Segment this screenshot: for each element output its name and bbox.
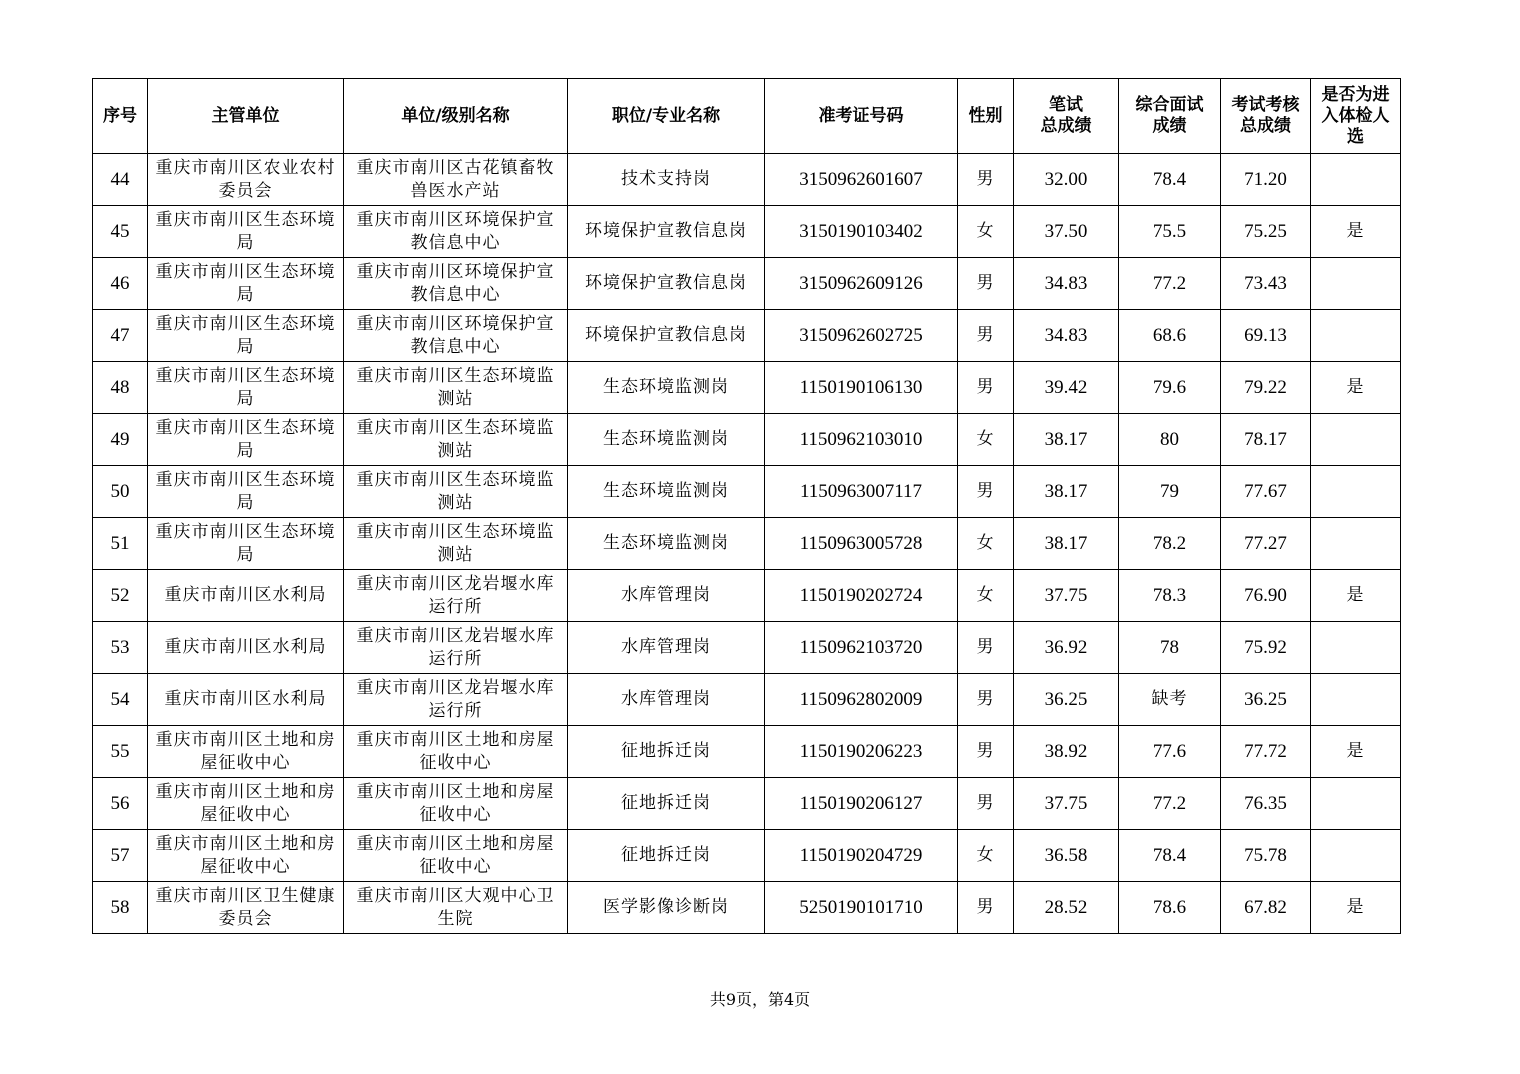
col-total-score-cell: 77.67	[1221, 466, 1311, 518]
col-written-score-cell: 38.17	[1014, 518, 1119, 570]
col-gender-cell: 男	[958, 622, 1014, 674]
col-written-score-cell: 38.17	[1014, 414, 1119, 466]
col-physical-exam-cell	[1311, 518, 1401, 570]
table-row	[93, 258, 1401, 310]
col-written-score-cell: 34.83	[1014, 310, 1119, 362]
col-total-score-cell: 75.25	[1221, 206, 1311, 258]
col-interview-score-cell: 78.4	[1119, 830, 1221, 882]
col-supervising-unit-cell: 重庆市南川区水利局	[148, 674, 344, 726]
col-supervising-unit-cell: 重庆市南川区土地和房屋征收中心	[148, 830, 344, 882]
table-row	[93, 154, 1401, 206]
col-interview-score-cell: 80	[1119, 414, 1221, 466]
col-total-score-cell: 78.17	[1221, 414, 1311, 466]
col-seq-cell: 49	[93, 414, 148, 466]
col-seq-cell: 44	[93, 154, 148, 206]
page-indicator: 共9页，第4页	[709, 990, 811, 1009]
col-gender-cell: 男	[958, 726, 1014, 778]
col-gender-cell: 男	[958, 362, 1014, 414]
col-position-cell: 生态环境监测岗	[568, 466, 765, 518]
col-supervising-unit-cell: 重庆市南川区卫生健康委员会	[148, 882, 344, 934]
table-header	[93, 79, 1401, 154]
col-unit-name-cell: 重庆市南川区大观中心卫生院	[344, 882, 568, 934]
col-interview-score-cell: 78.4	[1119, 154, 1221, 206]
col-ticket-number-cell: 1150190204729	[765, 830, 958, 882]
table-row	[93, 206, 1401, 258]
col-gender-cell: 女	[958, 570, 1014, 622]
col-total-score-cell: 76.35	[1221, 778, 1311, 830]
col-total-score-cell: 71.20	[1221, 154, 1311, 206]
col-ticket-number-cell: 1150190106130	[765, 362, 958, 414]
col-physical-exam-cell	[1311, 310, 1401, 362]
col-physical-exam-cell	[1311, 154, 1401, 206]
table-row	[93, 674, 1401, 726]
col-written-score-cell: 32.00	[1014, 154, 1119, 206]
col-total-score-cell: 75.78	[1221, 830, 1311, 882]
col-physical-exam-cell	[1311, 778, 1401, 830]
col-supervising-unit-cell: 重庆市南川区生态环境局	[148, 414, 344, 466]
col-position-cell: 技术支持岗	[568, 154, 765, 206]
col-written-score-cell: 38.92	[1014, 726, 1119, 778]
col-unit-name-cell: 重庆市南川区生态环境监测站	[344, 466, 568, 518]
col-unit-name-cell: 重庆市南川区生态环境监测站	[344, 362, 568, 414]
col-written-score-cell: 38.17	[1014, 466, 1119, 518]
col-interview-score-cell: 75.5	[1119, 206, 1221, 258]
col-written-score-header: 笔试 总成绩	[1014, 79, 1119, 154]
col-total-score-cell: 36.25	[1221, 674, 1311, 726]
col-physical-exam-cell	[1311, 674, 1401, 726]
col-total-score-cell: 79.22	[1221, 362, 1311, 414]
col-interview-score-cell: 78.2	[1119, 518, 1221, 570]
col-seq-cell: 56	[93, 778, 148, 830]
col-unit-name-cell: 重庆市南川区环境保护宣教信息中心	[344, 310, 568, 362]
col-physical-exam-header: 是否为进 入体检人 选	[1311, 79, 1401, 154]
table-row	[93, 466, 1401, 518]
col-position-cell: 环境保护宣教信息岗	[568, 310, 765, 362]
col-unit-name-cell: 重庆市南川区环境保护宣教信息中心	[344, 258, 568, 310]
col-seq-cell: 45	[93, 206, 148, 258]
col-unit-name-cell: 重庆市南川区生态环境监测站	[344, 414, 568, 466]
col-physical-exam-cell: 是	[1311, 570, 1401, 622]
col-seq-cell: 53	[93, 622, 148, 674]
col-physical-exam-cell: 是	[1311, 882, 1401, 934]
col-seq-header: 序号	[93, 79, 148, 154]
col-position-cell: 水库管理岗	[568, 622, 765, 674]
col-position-cell: 生态环境监测岗	[568, 414, 765, 466]
col-seq-cell: 48	[93, 362, 148, 414]
table-row	[93, 570, 1401, 622]
col-physical-exam-cell: 是	[1311, 362, 1401, 414]
table-row	[93, 518, 1401, 570]
col-interview-score-cell: 缺考	[1119, 674, 1221, 726]
col-gender-cell: 男	[958, 674, 1014, 726]
table-row	[93, 362, 1401, 414]
col-supervising-unit-cell: 重庆市南川区农业农村委员会	[148, 154, 344, 206]
table-row	[93, 778, 1401, 830]
col-physical-exam-cell	[1311, 622, 1401, 674]
col-total-score-cell: 76.90	[1221, 570, 1311, 622]
col-gender-cell: 男	[958, 258, 1014, 310]
col-unit-name-cell: 重庆市南川区土地和房屋征收中心	[344, 726, 568, 778]
col-position-cell: 生态环境监测岗	[568, 362, 765, 414]
col-seq-cell: 50	[93, 466, 148, 518]
col-supervising-unit-cell: 重庆市南川区水利局	[148, 570, 344, 622]
col-unit-name-cell: 重庆市南川区龙岩堰水库运行所	[344, 622, 568, 674]
col-position-cell: 水库管理岗	[568, 570, 765, 622]
col-unit-name-cell: 重庆市南川区土地和房屋征收中心	[344, 778, 568, 830]
col-supervising-unit-cell: 重庆市南川区水利局	[148, 622, 344, 674]
col-unit-name-cell: 重庆市南川区生态环境监测站	[344, 518, 568, 570]
col-total-score-cell: 69.13	[1221, 310, 1311, 362]
col-unit-name-cell: 重庆市南川区土地和房屋征收中心	[344, 830, 568, 882]
col-physical-exam-cell	[1311, 466, 1401, 518]
table-row	[93, 726, 1401, 778]
col-gender-cell: 女	[958, 414, 1014, 466]
col-ticket-number-cell: 1150190206127	[765, 778, 958, 830]
table-row	[93, 622, 1401, 674]
col-supervising-unit-cell: 重庆市南川区生态环境局	[148, 518, 344, 570]
col-seq-cell: 47	[93, 310, 148, 362]
col-seq-cell: 54	[93, 674, 148, 726]
col-interview-score-cell: 77.2	[1119, 778, 1221, 830]
col-ticket-number-cell: 3150190103402	[765, 206, 958, 258]
col-physical-exam-cell: 是	[1311, 206, 1401, 258]
results-table	[92, 78, 1401, 934]
col-ticket-number-cell: 1150963007117	[765, 466, 958, 518]
col-unit-name-cell: 重庆市南川区环境保护宣教信息中心	[344, 206, 568, 258]
col-interview-score-cell: 78	[1119, 622, 1221, 674]
col-written-score-cell: 36.25	[1014, 674, 1119, 726]
col-position-cell: 征地拆迁岗	[568, 778, 765, 830]
col-supervising-unit-header: 主管单位	[148, 79, 344, 154]
col-seq-cell: 52	[93, 570, 148, 622]
col-ticket-number-header: 准考证号码	[765, 79, 958, 154]
col-seq-cell: 46	[93, 258, 148, 310]
col-written-score-cell: 39.42	[1014, 362, 1119, 414]
col-interview-score-cell: 79	[1119, 466, 1221, 518]
col-seq-cell: 55	[93, 726, 148, 778]
col-supervising-unit-cell: 重庆市南川区生态环境局	[148, 466, 344, 518]
header-row	[93, 79, 1401, 154]
col-supervising-unit-cell: 重庆市南川区生态环境局	[148, 258, 344, 310]
col-supervising-unit-cell: 重庆市南川区生态环境局	[148, 362, 344, 414]
col-total-score-cell: 77.72	[1221, 726, 1311, 778]
col-written-score-cell: 36.58	[1014, 830, 1119, 882]
col-total-score-cell: 67.82	[1221, 882, 1311, 934]
col-written-score-cell: 37.75	[1014, 570, 1119, 622]
col-total-score-cell: 75.92	[1221, 622, 1311, 674]
col-physical-exam-cell	[1311, 258, 1401, 310]
col-interview-score-cell: 68.6	[1119, 310, 1221, 362]
col-interview-score-cell: 77.6	[1119, 726, 1221, 778]
col-position-cell: 水库管理岗	[568, 674, 765, 726]
col-supervising-unit-cell: 重庆市南川区土地和房屋征收中心	[148, 726, 344, 778]
col-interview-score-header: 综合面试 成绩	[1119, 79, 1221, 154]
col-position-header: 职位/专业名称	[568, 79, 765, 154]
col-unit-name-header: 单位/级别名称	[344, 79, 568, 154]
col-total-score-cell: 73.43	[1221, 258, 1311, 310]
col-ticket-number-cell: 3150962601607	[765, 154, 958, 206]
col-physical-exam-cell	[1311, 414, 1401, 466]
col-unit-name-cell: 重庆市南川区龙岩堰水库运行所	[344, 570, 568, 622]
col-gender-cell: 女	[958, 206, 1014, 258]
col-ticket-number-cell: 3150962609126	[765, 258, 958, 310]
col-written-score-cell: 34.83	[1014, 258, 1119, 310]
col-written-score-cell: 36.92	[1014, 622, 1119, 674]
col-seq-cell: 51	[93, 518, 148, 570]
col-written-score-cell: 37.75	[1014, 778, 1119, 830]
col-gender-cell: 男	[958, 778, 1014, 830]
col-seq-cell: 57	[93, 830, 148, 882]
col-position-cell: 生态环境监测岗	[568, 518, 765, 570]
col-gender-header: 性别	[958, 79, 1014, 154]
col-ticket-number-cell: 1150190206223	[765, 726, 958, 778]
col-position-cell: 征地拆迁岗	[568, 830, 765, 882]
col-ticket-number-cell: 1150190202724	[765, 570, 958, 622]
table-row	[93, 882, 1401, 934]
col-gender-cell: 女	[958, 830, 1014, 882]
col-supervising-unit-cell: 重庆市南川区生态环境局	[148, 310, 344, 362]
col-gender-cell: 女	[958, 518, 1014, 570]
col-interview-score-cell: 79.6	[1119, 362, 1221, 414]
col-gender-cell: 男	[958, 310, 1014, 362]
col-ticket-number-cell: 1150962802009	[765, 674, 958, 726]
col-physical-exam-cell	[1311, 830, 1401, 882]
col-position-cell: 医学影像诊断岗	[568, 882, 765, 934]
col-ticket-number-cell: 3150962602725	[765, 310, 958, 362]
col-interview-score-cell: 78.3	[1119, 570, 1221, 622]
col-position-cell: 征地拆迁岗	[568, 726, 765, 778]
col-interview-score-cell: 77.2	[1119, 258, 1221, 310]
col-position-cell: 环境保护宣教信息岗	[568, 258, 765, 310]
table-row	[93, 830, 1401, 882]
col-position-cell: 环境保护宣教信息岗	[568, 206, 765, 258]
col-physical-exam-cell: 是	[1311, 726, 1401, 778]
table-body	[93, 154, 1401, 934]
col-unit-name-cell: 重庆市南川区古花镇畜牧兽医水产站	[344, 154, 568, 206]
col-ticket-number-cell: 1150962103010	[765, 414, 958, 466]
col-gender-cell: 男	[958, 466, 1014, 518]
col-written-score-cell: 37.50	[1014, 206, 1119, 258]
col-written-score-cell: 28.52	[1014, 882, 1119, 934]
col-total-score-cell: 77.27	[1221, 518, 1311, 570]
col-gender-cell: 男	[958, 882, 1014, 934]
col-ticket-number-cell: 1150962103720	[765, 622, 958, 674]
col-supervising-unit-cell: 重庆市南川区土地和房屋征收中心	[148, 778, 344, 830]
col-ticket-number-cell: 1150963005728	[765, 518, 958, 570]
col-gender-cell: 男	[958, 154, 1014, 206]
col-unit-name-cell: 重庆市南川区龙岩堰水库运行所	[344, 674, 568, 726]
table-row	[93, 310, 1401, 362]
table-row	[93, 414, 1401, 466]
col-interview-score-cell: 78.6	[1119, 882, 1221, 934]
col-seq-cell: 58	[93, 882, 148, 934]
col-supervising-unit-cell: 重庆市南川区生态环境局	[148, 206, 344, 258]
col-total-score-header: 考试考核 总成绩	[1221, 79, 1311, 154]
col-ticket-number-cell: 5250190101710	[765, 882, 958, 934]
